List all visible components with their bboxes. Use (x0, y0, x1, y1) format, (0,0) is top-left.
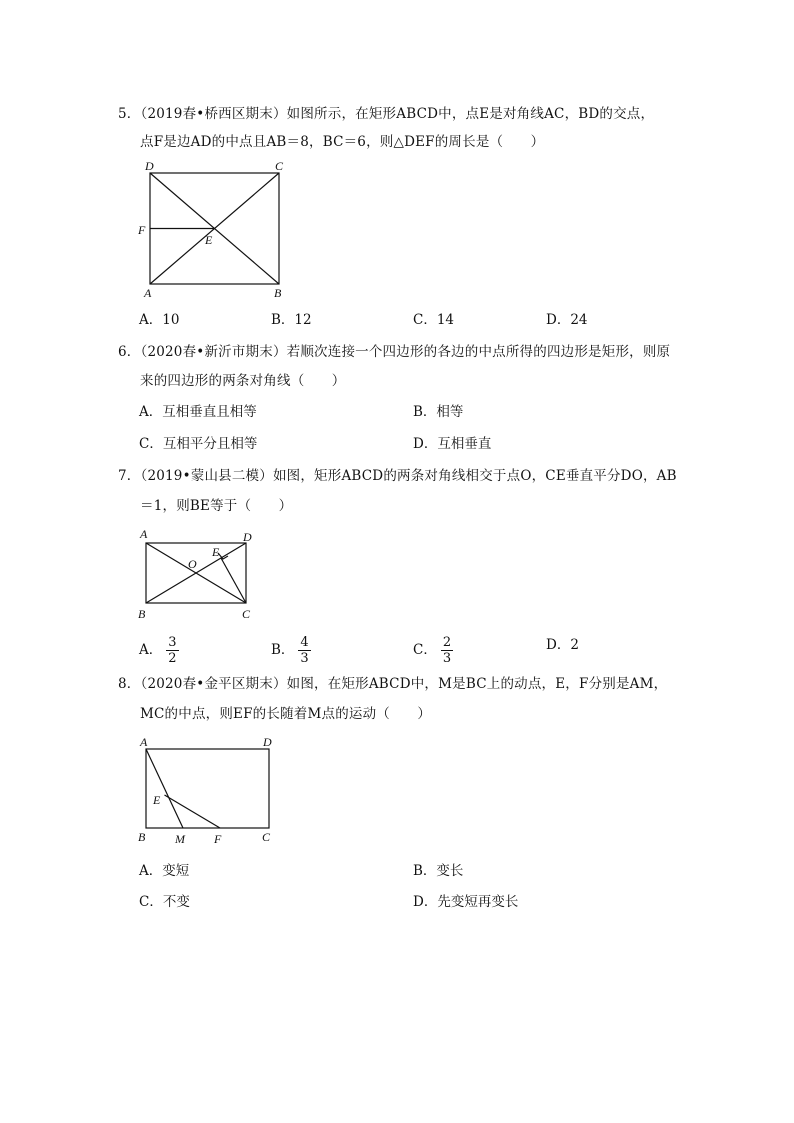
q8-option-b: B．变长 (413, 863, 464, 879)
q8-label-a: A (140, 735, 148, 749)
q7-option-c-numerator: 2 (442, 635, 452, 650)
q7-label-a: A (140, 527, 148, 541)
q7-option-c-label: C． (413, 642, 437, 658)
q6-stem-line2: 来的四边形的两条对角线（ ） (140, 373, 346, 389)
q7-option-c-denominator: 3 (442, 651, 452, 666)
q5-option-c: C．14 (413, 312, 455, 328)
q8-segment-ef (165, 795, 221, 828)
q8-label-m: M (175, 832, 185, 846)
q8-option-a: A．变短 (139, 863, 190, 879)
q8-stem-line2: MC的中点，则EF的长随着M点的运动（ ） (140, 706, 432, 722)
q5-option-d: D．24 (546, 312, 588, 328)
q7-option-a-denominator: 2 (168, 651, 177, 666)
q8-label-e: E (153, 793, 161, 807)
q7-option-b-denominator: 3 (300, 651, 309, 666)
q8-label-b: B (138, 830, 146, 844)
q7-stem-line2: ＝1，则BE等于（ ） (140, 498, 293, 514)
q6-option-c: C．互相平分且相等 (139, 436, 258, 452)
q8-label-d: D (263, 735, 272, 749)
q7-option-b-label: B． (271, 642, 295, 658)
q5-label-c: C (275, 159, 284, 173)
q5-label-b: B (274, 286, 282, 300)
q7-option-b-numerator: 4 (300, 635, 309, 650)
q6-option-d: D．互相垂直 (413, 436, 492, 452)
q5-label-e: E (205, 233, 213, 247)
q8-option-d: D．先变短再变长 (413, 894, 519, 910)
q7-option-a-label: A． (139, 642, 163, 658)
q7-label-d: D (243, 530, 252, 544)
q7-label-o: O (188, 557, 197, 571)
q8-label-c: C (262, 830, 271, 844)
q5-option-b: B．12 (271, 312, 312, 328)
q7-label-e: E (212, 545, 220, 559)
q6-stem-line1: 6．（2020春•新沂市期末）若顺次连接一个四边形的各边的中点所得的四边形是矩形，则原 (118, 344, 671, 360)
q7-option-d: D．2 (546, 637, 579, 653)
q5-stem-line1: 5．（2019春•桥西区期末）如图所示，在矩形ABCD中，点E是对角线AC，BD的交点， (118, 106, 655, 122)
q8-segment-am (146, 749, 183, 828)
q7-label-c: C (242, 607, 251, 621)
q7-option-a-numerator: 3 (168, 635, 177, 650)
q5-stem-line2: 点F是边AD的中点且AB＝8，BC＝6，则△DEF的周长是（ ） (140, 134, 545, 150)
q5-label-a: A (144, 286, 152, 300)
q6-option-b: B．相等 (413, 404, 464, 420)
q8-option-c: C．不变 (139, 894, 190, 910)
q6-option-a: A．互相垂直且相等 (139, 404, 257, 420)
q8-label-f: F (214, 832, 222, 846)
q7-stem-line1: 7．（2019•蒙山县二模）如图，矩形ABCD的两条对角线相交于点O，CE垂直平分DO，AB (118, 468, 677, 484)
q5-label-d: D (145, 159, 154, 173)
q7-label-b: B (138, 607, 146, 621)
q5-label-f: F (138, 223, 146, 237)
q5-option-a: A．10 (139, 312, 180, 328)
q8-stem-line1: 8．（2020春•金平区期末）如图，在矩形ABCD中，M是BC上的动点，E，F分别是AM， (118, 676, 668, 692)
